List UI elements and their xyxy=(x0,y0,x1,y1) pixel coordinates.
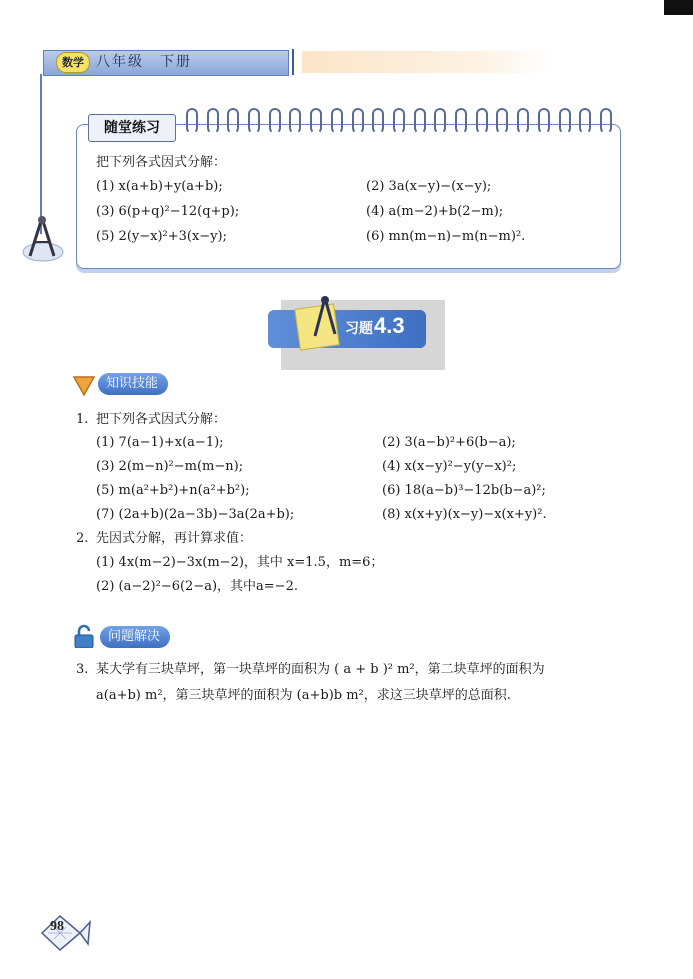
q1-text: 把下列各式因式分解： xyxy=(96,412,227,427)
notebook-ring xyxy=(496,108,508,134)
header-gradient-band xyxy=(302,51,552,73)
margin-line xyxy=(40,74,42,234)
practice-item-2: (2) 3a(x−y)−(x−y); xyxy=(366,179,492,194)
notebook-ring xyxy=(600,108,612,134)
notebook-ring xyxy=(559,108,571,134)
section-title-problem: 问题解决 xyxy=(100,626,170,648)
section-title-skills: 知识技能 xyxy=(98,373,168,395)
page-number: 98 xyxy=(50,919,64,934)
notebook-ring xyxy=(207,108,219,134)
lock-icon xyxy=(72,624,96,648)
fish-page-ornament xyxy=(40,910,92,956)
notebook-ring xyxy=(538,108,550,134)
q1-number: 1. xyxy=(76,412,89,427)
header-divider xyxy=(292,49,294,75)
notebook-ring xyxy=(455,108,467,134)
q1-item-1: (1) 7(a−1)+x(a−1); xyxy=(96,435,224,450)
practice-title: 随堂练习 xyxy=(88,114,176,142)
notebook-ring xyxy=(269,108,281,134)
q1-item-8: (8) x(x+y)(x−y)−x(x+y)². xyxy=(382,507,547,522)
notebook-ring xyxy=(331,108,343,134)
notebook-ring xyxy=(414,108,426,134)
notebook-ring xyxy=(579,108,591,134)
notebook-ring xyxy=(310,108,322,134)
notebook-ring xyxy=(248,108,260,134)
compass-icon xyxy=(305,294,341,342)
practice-item-3: (3) 6(p+q)²−12(q+p); xyxy=(96,204,240,219)
q3-number: 3. xyxy=(76,662,89,677)
notebook-ring xyxy=(227,108,239,134)
q1-item-6: (6) 18(a−b)³−12b(b−a)²; xyxy=(382,483,546,498)
q3-line-2: a(a+b) m²，第三块草坪的面积为 (a+b)b m²，求这三块草坪的总面积. xyxy=(96,688,511,703)
notebook-ring xyxy=(517,108,529,134)
q2-item-2: (2) (a−2)²−6(2−a)，其中a=−2. xyxy=(96,579,298,594)
notebook-ring xyxy=(476,108,488,134)
subject-badge: 数学 xyxy=(56,52,90,73)
header-subtitle: 八年级 下册 xyxy=(96,54,192,70)
q1-item-2: (2) 3(a−b)²+6(b−a); xyxy=(382,435,516,450)
notebook-ring xyxy=(372,108,384,134)
q1-item-7: (7) (2a+b)(2a−3b)−3a(2a+b); xyxy=(96,507,295,522)
q1-item-5: (5) m(a²+b²)+n(a²+b²); xyxy=(96,483,250,498)
notebook-ring xyxy=(352,108,364,134)
practice-item-5: (5) 2(y−x)²+3(x−y); xyxy=(96,229,227,244)
triangle-ruler-icon xyxy=(72,373,96,397)
notebook-ring xyxy=(289,108,301,134)
exercise-label: 习题 xyxy=(345,321,373,337)
compass-icon xyxy=(20,212,66,268)
practice-instruction: 把下列各式因式分解： xyxy=(96,155,227,170)
q1-item-3: (3) 2(m−n)²−m(m−n); xyxy=(96,459,244,474)
q2-text: 先因式分解，再计算求值： xyxy=(96,531,253,546)
q2-item-1: (1) 4x(m−2)−3x(m−2)，其中 x=1.5，m=6； xyxy=(96,555,384,570)
page-corner-mark xyxy=(664,0,693,15)
q1-item-4: (4) x(x−y)²−y(y−x)²; xyxy=(382,459,517,474)
practice-item-4: (4) a(m−2)+b(2−m); xyxy=(366,204,504,219)
q3-line-1: 某大学有三块草坪，第一块草坪的面积为 ( a + b )² m²，第二块草坪的面积为 xyxy=(96,662,545,677)
practice-item-6: (6) mn(m−n)−m(n−m)². xyxy=(366,229,526,244)
notebook-ring xyxy=(186,108,198,134)
notebook-ring xyxy=(393,108,405,134)
practice-box xyxy=(76,124,621,269)
notebook-ring xyxy=(434,108,446,134)
exercise-number: 4.3 xyxy=(374,313,405,338)
practice-item-1: (1) x(a+b)+y(a+b); xyxy=(96,179,223,194)
q2-number: 2. xyxy=(76,531,89,546)
